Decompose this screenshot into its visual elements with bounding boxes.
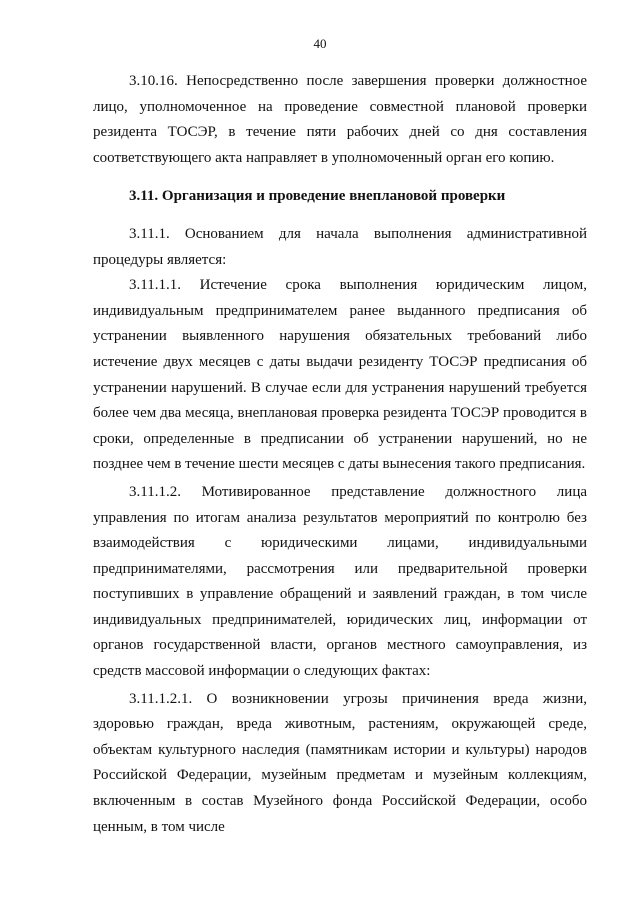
document-body	[93, 69, 587, 840]
paragraph-3-11-1-1: 3.11.1.1. Истечение срока выполнения юридическим лицом, индивидуальным предпринимателем ранее выданного предписания об устранении выявленного нарушения обязательных требований либо истечение двух месяцев с даты выдачи резиденту ТОСЭР предписания об устранении нарушений. В случае если для устранения нарушений требуется более чем два месяца, внеплановая проверка резидента ТОСЭР проводится в сроки, определенные в предписании об устранении нарушений, но не позднее чем в течение шести месяцев с даты вынесения такого предписания.	[93, 277, 587, 473]
paragraph-3-10-16: 3.10.16. Непосредственно после завершения проверки должностное лицо, уполномоченное на проведение совместной плановой проверки резидента ТОСЭР, в течение пяти рабочих дней со дня составления соответствующего акта направляет в уполномоченный орган его копию.	[93, 73, 587, 166]
paragraph-3-11-1-2: 3.11.1.2. Мотивированное представление должностного лица управления по итогам анализа результатов мероприятий по контролю без взаимодействия с юридическими лицами, индивидуальными предпринимателями, рассмотрения или предварительной проверки поступивших в управление обращений и заявлений граждан, в том числе индивидуальных предпринимателей, юридических лиц, информации от органов государственной власти, органов местного самоуправления, из средств массовой информации о следующих фактах:	[93, 483, 587, 680]
page-number: 40	[313, 36, 327, 51]
paragraph-3-11-1-2-1: 3.11.1.2.1. О возникновении угрозы причинения вреда жизни, здоровью граждан, вреда животным, растениям, окружающей среде, объектам культурного наследия (памятникам истории и культуры) народов Российской Федерации, музейным предметам и музейным коллекциям, включенным в состав Музейного фонда Российской Федерации, особо ценным, в том числе	[93, 690, 587, 835]
paragraph-3-11-1: 3.11.1. Основанием для начала выполнения административной процедуры является:	[93, 225, 587, 268]
section-heading-3-11: 3.11. Организация и проведение внеплановой проверки	[129, 188, 506, 205]
